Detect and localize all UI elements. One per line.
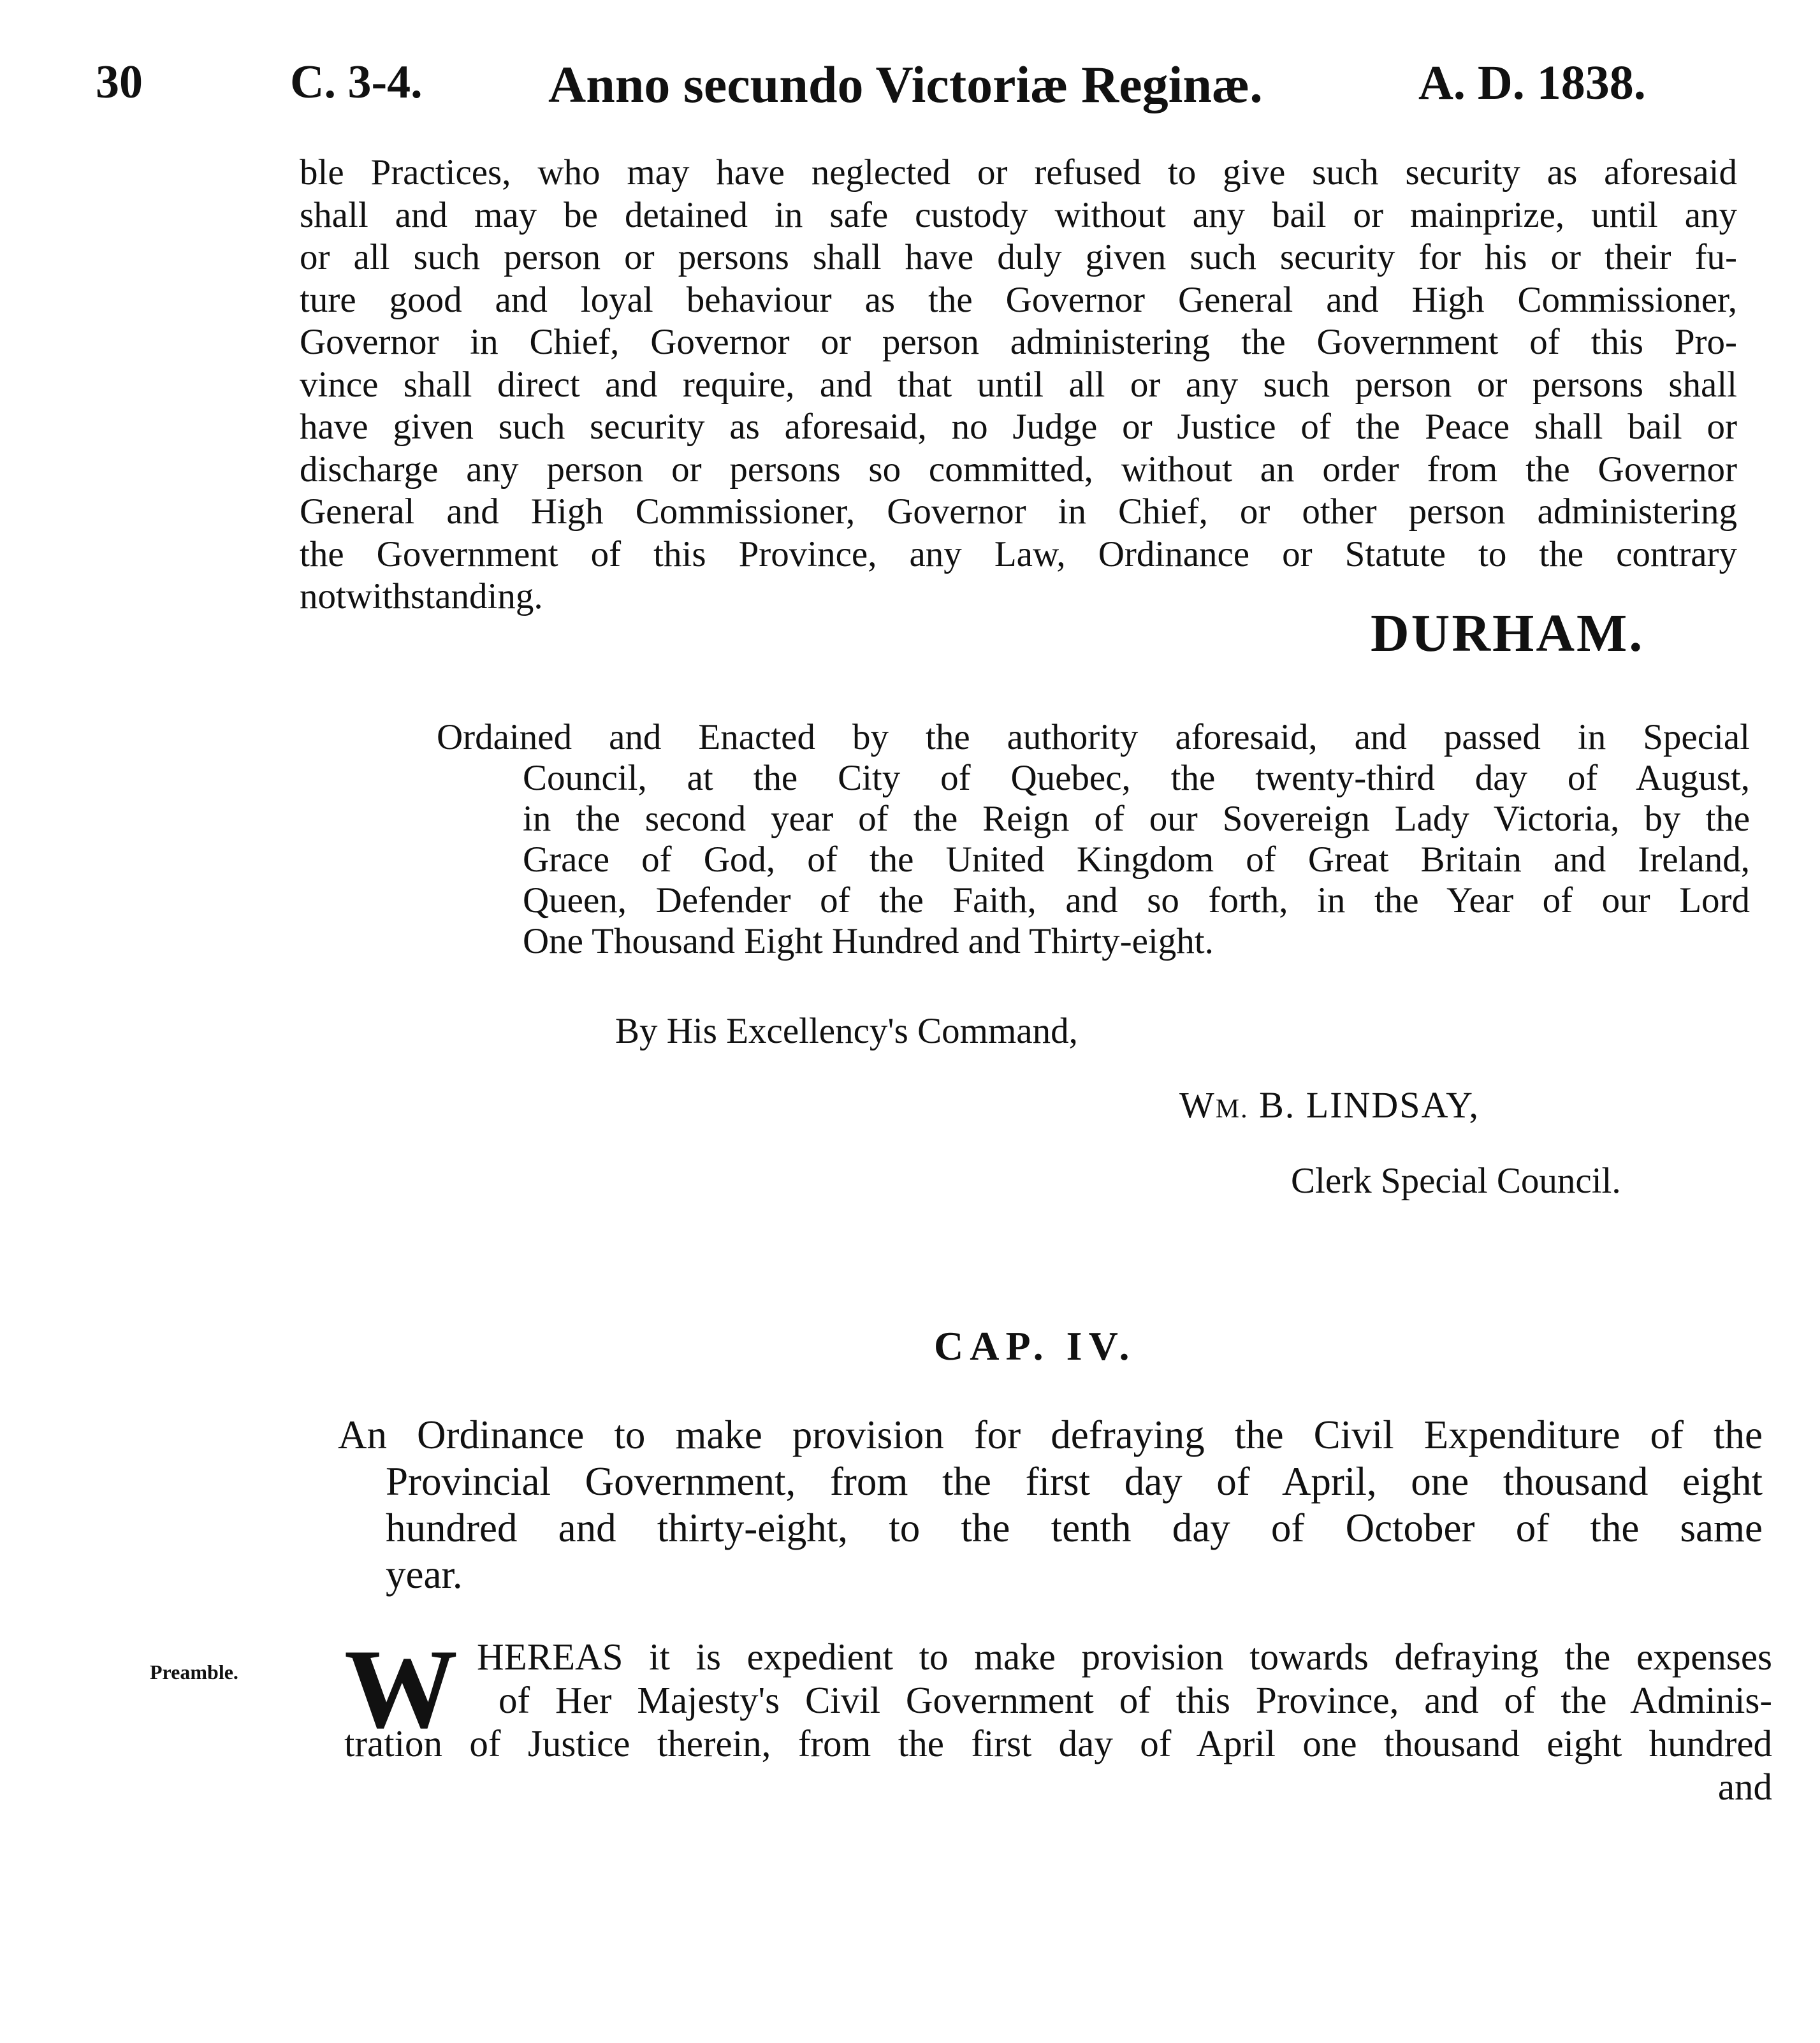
text-line: Ordained and Enacted by the authority aforesaid, and passed in Special [437, 717, 1750, 757]
text-line: HEREAS it is expedient to make provision towards defraying the expenses [477, 1636, 1772, 1678]
text-line: notwithstanding. [300, 576, 543, 616]
text-line: have given such security as aforesaid, no Judge or Justice of the Peace shall bail or [300, 407, 1737, 447]
catchword: and [1717, 1766, 1772, 1808]
preamble-paragraph [344, 1625, 1772, 1808]
text-line: the Government of this Province, any Law, Ordinance or Statute to the contrary [300, 534, 1737, 574]
drop-cap: W [344, 1625, 458, 1752]
text-line: Governor in Chief, Governor or person administering the Government of this Pro- [300, 322, 1737, 362]
signer-name [1179, 1084, 1480, 1126]
text-line: Queen, Defender of the Faith, and so forth, in the Year of our Lord [523, 880, 1750, 920]
text-line: Provincial Government, from the first day of April, one thousand eight [386, 1459, 1763, 1504]
running-title: Anno secundo Victoriæ Reginæ. [548, 55, 1263, 113]
text-line: Council, at the City of Quebec, the twenty-third day of August, [523, 758, 1750, 798]
text-line: shall and may be detained in safe custody without any bail or mainprize, until any [300, 194, 1737, 235]
text-line: hundred and thirty-eight, to the tenth day of October of the same [386, 1506, 1763, 1550]
text-line: ble Practices, who may have neglected or refused to give such security as aforesaid [300, 152, 1737, 193]
signer-title: Clerk Special Council. [1291, 1161, 1621, 1201]
text-line: year. [386, 1552, 463, 1597]
text-line: in the second year of the Reign of our Sovereign Lady Victoria, by the [523, 799, 1750, 839]
signer-initial-small: M. [1215, 1094, 1249, 1124]
text-line: Grace of God, of the United Kingdom of Great Britain and Ireland, [523, 840, 1750, 880]
signer-surname: B. LINDSAY, [1248, 1084, 1480, 1126]
chapter-heading: CAP. IV. [934, 1323, 1136, 1369]
by-command-line: By His Excellency's Command, [615, 1011, 1078, 1051]
text-line: tration of Justice therein, from the first day of April one thousand eight hundred [344, 1722, 1772, 1764]
text-line: One Thousand Eight Hundred and Thirty-eight. [523, 921, 1214, 961]
year-heading: A. D. 1838. [1418, 56, 1646, 110]
margin-note: Preamble. [150, 1661, 238, 1683]
text-line: ture good and loyal behaviour as the Governor General and High Commissioner, [300, 279, 1737, 320]
enactment-clause [437, 717, 1750, 962]
signature-durham: DURHAM. [1371, 604, 1645, 663]
continuation-paragraph [300, 152, 1737, 618]
text-line: vince shall direct and require, and that until all or any such person or persons shall [300, 364, 1737, 405]
text-line: General and High Commissioner, Governor in Chief, or other person administering [300, 491, 1737, 532]
text-line: of Her Majesty's Civil Government of this Province, and of the Adminis- [499, 1679, 1772, 1721]
text-line: or all such person or persons shall have duly given such security for his or their fu- [300, 237, 1737, 277]
signer-initial: W [1179, 1084, 1216, 1126]
ordinance-title [338, 1412, 1763, 1598]
page-number: 30 [96, 56, 143, 108]
chapter-reference: C. 3-4. [290, 56, 423, 108]
text-line: An Ordinance to make provision for defraying the Civil Expenditure of the [338, 1413, 1763, 1457]
text-line: discharge any person or persons so committed, without an order from the Governor [300, 449, 1737, 490]
